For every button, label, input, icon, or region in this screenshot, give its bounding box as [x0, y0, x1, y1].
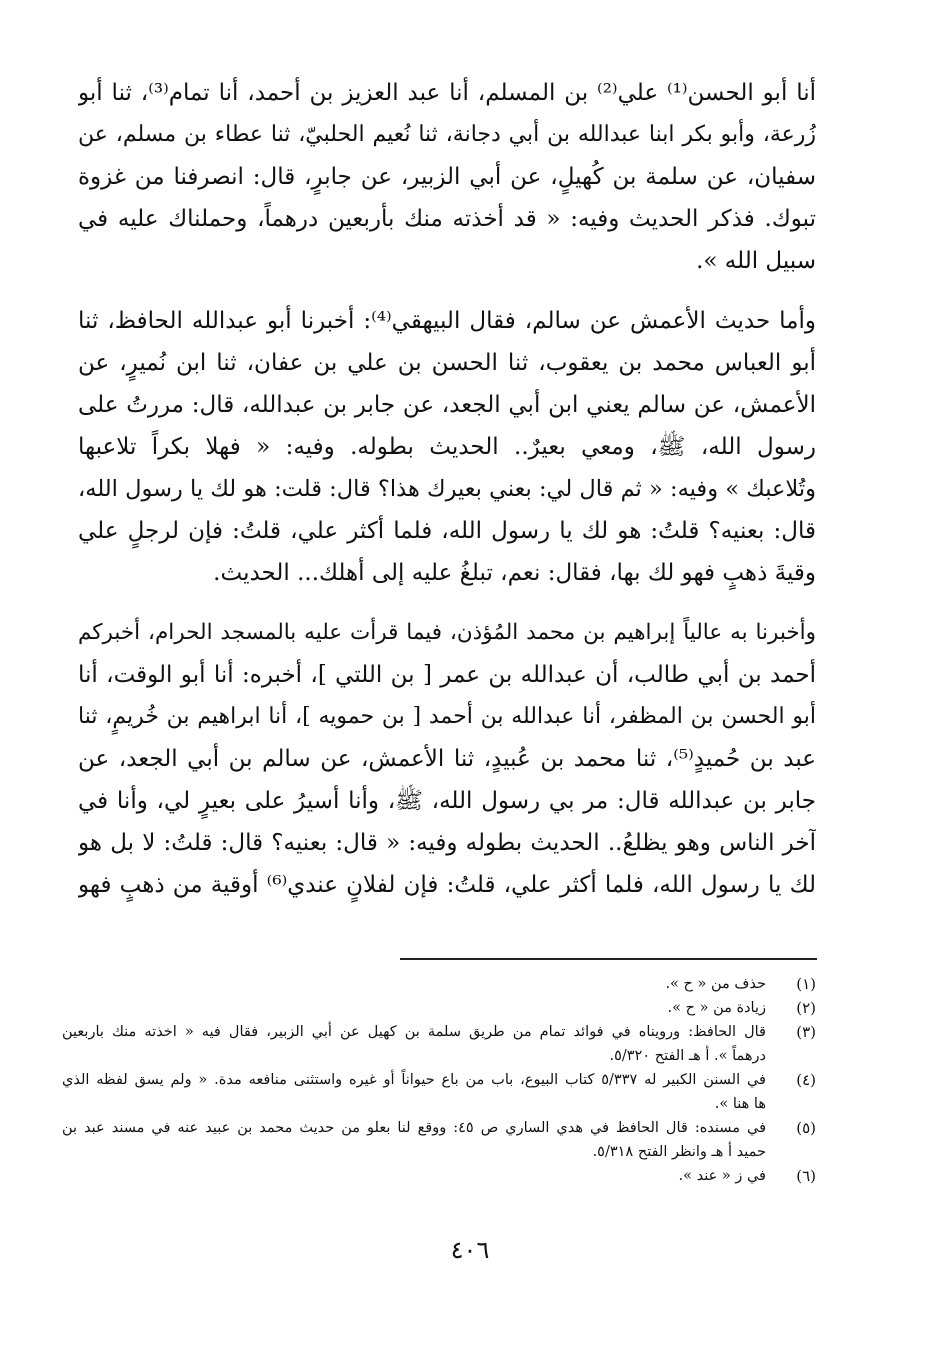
- paragraph: [78, 612, 816, 906]
- footnote-number: (٢): [796, 999, 816, 1017]
- main-text: [78, 72, 816, 906]
- text-line: لك يا رسول الله، فلما أكثر علي، قلتُ: فإن لفلانٍ عندي⁽⁶⁾ أوقية من ذهبٍ فهو: [78, 872, 816, 898]
- footnote-line: ها هنا ».: [714, 1096, 766, 1112]
- footnote-line: حميد أ هـ وانظر الفتح ٥/٣١٨.: [592, 1144, 766, 1160]
- footnote: [62, 1164, 816, 1188]
- footnote-line: في السنن الكبير له ٥/٣٣٧ كتاب البيوع، باب من باع حيواناً أو غيره واستثنى منافعه مدة. « ولم يسق لفظه الذي: [62, 1072, 766, 1088]
- footnote: [62, 996, 816, 1020]
- footnote: [62, 1068, 816, 1116]
- text-line: أحمد بن أبي طالب، أن عبدالله بن عمر [ بن اللتي ]، أخبره: أنا أبو الوقت، أنا: [78, 662, 816, 688]
- footnote-line: في مسنده: قال الحافظ في هدي الساري ص ٤٥: ووقع لنا بعلو من حديث محمد بن عبيد عنه في مسند عبد بن: [62, 1120, 766, 1136]
- text-line: زُرعة، وأبو بكر ابنا عبدالله بن أبي دجانة، ثنا نُعيم الحلبيّ، ثنا عطاء بن مسلم، عن: [78, 122, 816, 147]
- text-line: سبيل الله ».: [696, 248, 816, 274]
- footnotes: [62, 972, 816, 1188]
- footnote-number: (١): [796, 975, 816, 993]
- text-line: أبو الحسن بن المظفر، أنا عبدالله بن أحمد [ بن حمويه ]، أنا ابراهيم بن خُريمٍ، ثنا: [78, 704, 816, 729]
- footnote-divider: [400, 958, 817, 960]
- footnote-number: (٤): [796, 1071, 816, 1089]
- text-line: آخر الناس وهو يظلعُ.. الحديث بطوله وفيه: « قال: بعنيه؟ قال: قلتُ: لا بل هو: [78, 830, 816, 856]
- text-line: رسول الله، ﷺ، ومعي بعيرٌ.. الحديث بطوله. وفيه: « فهلا بكراً تلاعبها: [78, 434, 816, 460]
- text-line: جابر بن عبدالله قال: مر بي رسول الله، ﷺ، وأنا أسيرُ على بعيرٍ لي، وأنا في: [78, 788, 816, 814]
- page-number: ٤٠٦: [450, 1236, 490, 1264]
- text-line: وأما حديث الأعمش عن سالم، فقال البيهقي⁽⁴⁾: أخبرنا أبو عبدالله الحافظ، ثنا: [78, 308, 816, 334]
- footnote-text: [62, 1164, 766, 1188]
- text-line: وتُلاعبك » وفيه: « ثم قال لي: بعني بعيرك هذا؟ قال: قلت: هو لك يا رسول الله،: [78, 476, 816, 502]
- footnote-number: (٣): [796, 1023, 816, 1041]
- footnote: [62, 1020, 816, 1068]
- text-line: أنا أبو الحسن⁽¹⁾ علي⁽²⁾ بن المسلم، أنا عبد العزيز بن أحمد، أنا تمام⁽³⁾، ثنا أبو: [78, 80, 816, 106]
- footnote-text: [62, 1020, 766, 1068]
- footnote-line: حذف من « ح ».: [665, 976, 766, 992]
- text-line: الأعمش، عن سالم يعني ابن أبي الجعد، عن جابر بن عبدالله، قال: مررتُ على: [78, 392, 816, 418]
- text-line: وأخبرنا به عالياً إبراهيم بن محمد المُؤذن، فيما قرأت عليه بالمسجد الحرام، أخبركم: [78, 620, 816, 645]
- text-line: أبو العباس محمد بن يعقوب، ثنا الحسن بن علي بن عفان، ثنا ابن نُميرٍ، عن: [78, 350, 816, 376]
- footnote-text: [62, 996, 766, 1020]
- footnote-number: (٦): [796, 1167, 816, 1185]
- paragraph: [78, 300, 816, 594]
- text-line: عبد بن حُميدٍ⁽⁵⁾، ثنا محمد بن عُبيدٍ، ثنا الأعمش، عن سالم بن أبي الجعد، عن: [78, 746, 816, 772]
- text-line: وقيةَ ذهبٍ فهو لك بها، فقال: نعم، تبلغُ عليه إلى أهلك... الحديث.: [213, 560, 816, 586]
- text-line: سفيان، عن سلمة بن كُهيلٍ، عن أبي الزبير، عن جابرٍ، قال: انصرفنا من غزوة: [78, 164, 816, 190]
- footnote-line: درهماً ». أ هـ الفتح ٥/٣٢٠.: [609, 1048, 766, 1064]
- footnote-text: [62, 1068, 766, 1116]
- footnote-line: قال الحافظ: ورويناه في فوائد تمام من طريق سلمة بن كهيل عن أبي الزبير، فقال فيه « اخذته منك باربعين: [62, 1024, 766, 1040]
- footnote: [62, 1116, 816, 1164]
- footnote-line: زيادة من « ح ».: [667, 1000, 766, 1016]
- footnote-text: [62, 972, 766, 996]
- footnote-line: في ز « عند ».: [678, 1168, 766, 1184]
- text-line: قال: بعنيه؟ قلتُ: هو لك يا رسول الله، فلما أكثر علي، قلتُ: فإن لرجلٍ علي: [78, 518, 816, 544]
- text-line: تبوك. فذكر الحديث وفيه: « قد أخذته منك بأربعين درهماً، وحملناك عليه في: [78, 206, 816, 232]
- footnote-text: [62, 1116, 766, 1164]
- footnote: [62, 972, 816, 996]
- paragraph: [78, 72, 816, 282]
- footnote-number: (٥): [796, 1119, 816, 1137]
